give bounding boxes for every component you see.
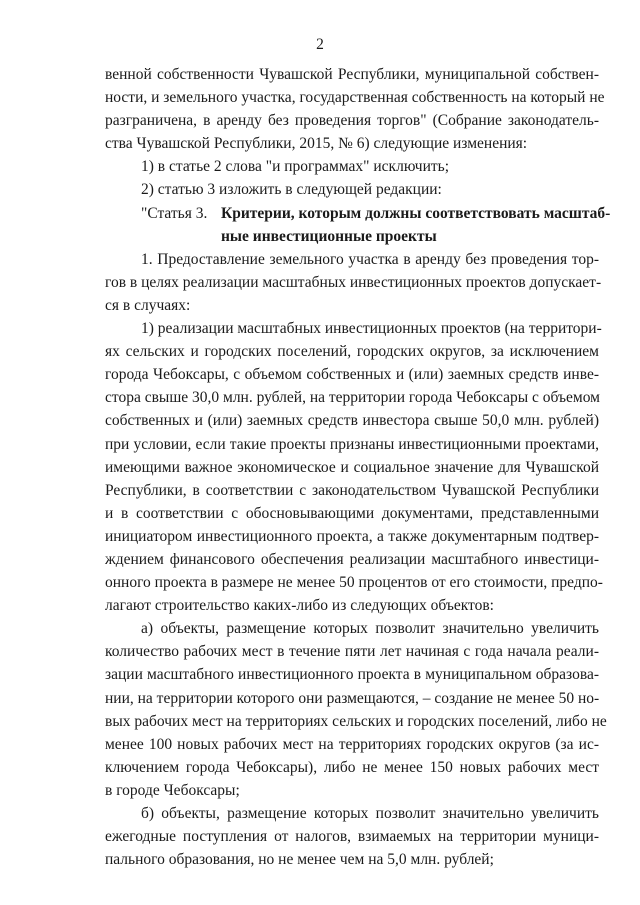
text-line: ся в случаях: [105,296,191,314]
text-line: онного проекта в размере не менее 50 процентов от его стоимости, предпо- [105,574,603,592]
text-line: стора свыше 30,0 млн. рублей, на территории города Чебоксары с объемом [105,389,600,407]
text-line: собственных и (или) заемных средств инвестора свыше 50,0 млн. рублей) [105,412,599,430]
article-label: "Статья 3. [141,204,208,222]
text-line: и в соответствии с обосновывающими документами, представленными [105,504,599,522]
text-line: вых рабочих мест на территориях сельских и городских поселений, либо не [105,712,607,730]
text-line: ключением города Чебоксары), либо не менее 150 новых рабочих мест [105,758,599,776]
text-line: лагают строительство каких-либо из следующих объектов: [105,597,494,615]
text-line: при условии, если такие проекты признаны инвестиционными проектами, [105,435,599,453]
page-number: 2 [316,36,324,53]
article-heading: Критерии, которым должны соответствовать масштаб- [221,204,611,222]
text-line: 1) в статье 2 слова "и программах" исключить; [141,158,450,176]
article-title-line [105,202,611,225]
text-line: ждением финансового обеспечения реализации масштабного инвестици- [105,550,599,568]
text-line: нии, на территории которого они размещаются, – создание не менее 50 но- [105,689,600,707]
text-line: менее 100 новых рабочих мест на территориях городских округов (за ис- [105,735,599,753]
text-line: а) объекты, размещение которых позволит значительно увеличить [141,620,599,638]
text-line: гов в целях реализации масштабных инвестиционных проектов допускает- [105,273,602,291]
text-line: ях сельских и городских поселений, городских округов, за исключением [105,343,599,361]
text-line: инициатором инвестиционного проекта, а также документарным подтвер- [105,527,599,545]
text-line: венной собственности Чувашской Республики, муниципальной собствен- [105,66,599,83]
text-line: 2) статью 3 изложить в следующей редакции: [141,181,442,199]
text-line: б) объекты, размещение которых позволит значительно увеличить [141,805,599,822]
text-line: Республики, в соответствии с законодательством Чувашской Республики [105,481,599,499]
text-line: ства Чувашской Республики, 2015, № 6) следующие изменения: [105,135,528,153]
text-line: количество рабочих мест в течение пяти лет начиная с года начала реали- [105,643,599,661]
text-line: имеющими важное экономическое и социальное значение для Чувашской [105,458,599,476]
text-line: ежегодные поступления от налогов, взимаемых на территории муници- [105,828,599,846]
text-line: в городе Чебоксары; [105,781,240,799]
article-heading-continuation: ные инвестиционные проекты [221,227,437,245]
text-line: ности, и земельного участка, государственная собственность на который не [105,89,605,107]
text-line: города Чебоксары, с объемом собственных и (или) заемных средств инве- [105,366,599,384]
text-line: пального образования, но не менее чем на 5,0 млн. рублей; [105,851,494,869]
text-line: 1. Предоставление земельного участка в аренду без проведения тор- [141,250,599,268]
text-line: разграничена, в аренду без проведения торгов" (Собрание законодатель- [105,112,599,130]
text-line: зации масштабного инвестиционного проекта в муниципальном образова- [105,666,599,684]
document-body [105,63,611,871]
text-line: 1) реализации масштабных инвестиционных проектов (на территори- [141,320,602,338]
